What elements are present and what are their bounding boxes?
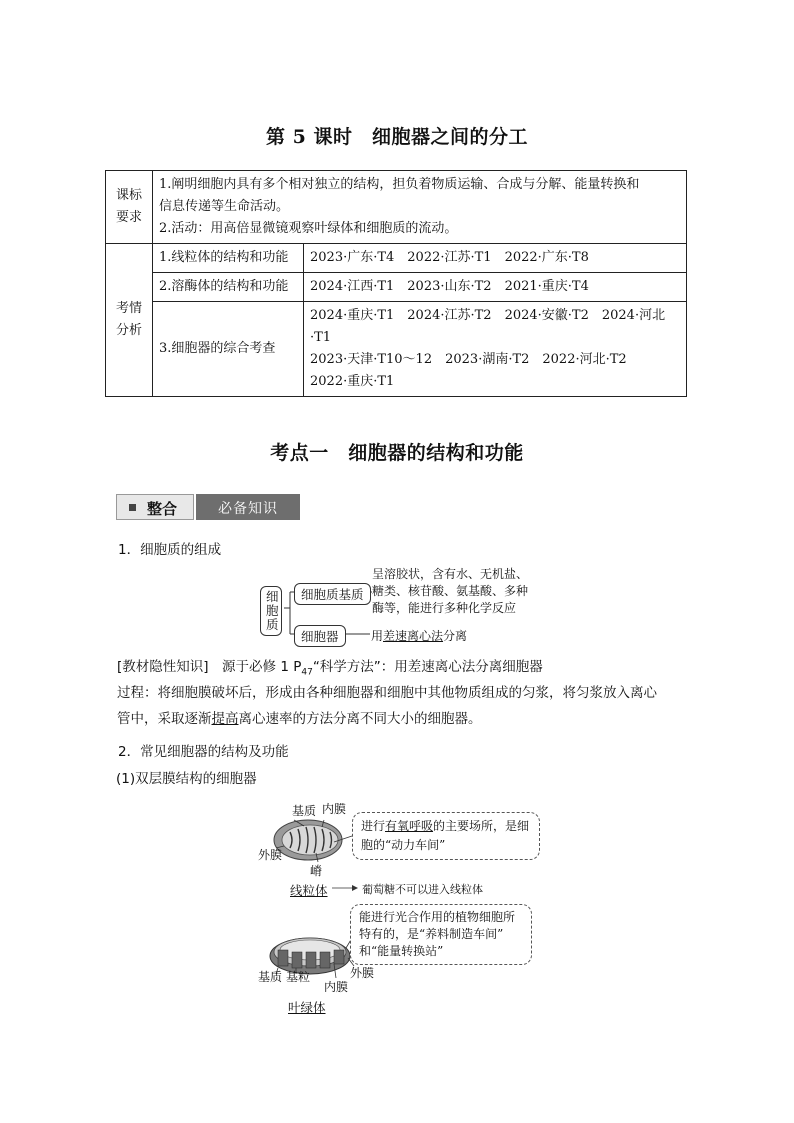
banner-left-text: 整合 — [147, 500, 178, 518]
exam-item: 1.线粒体的结构和功能 — [153, 244, 304, 273]
requirements-table — [105, 170, 687, 397]
cytosol-description — [372, 566, 528, 617]
requirement-line: 信息传递等生命活动。 — [159, 199, 290, 214]
cytosol-label: 细胞质基质 — [294, 583, 371, 605]
page-subscript: 47 — [301, 667, 313, 678]
mitochondrion-note: 葡萄糖不可以进入线粒体 — [362, 883, 483, 896]
exam-refs — [304, 244, 687, 273]
requirement-line: 2.活动：用高倍显微镜观察叶绿体和细胞质的流动。 — [159, 221, 458, 236]
table-row — [106, 244, 687, 273]
underlined-term: 差速离心法 — [383, 629, 444, 643]
lesson-title: 第 5 课时 细胞器之间的分工 — [266, 126, 528, 148]
point-heading: 2．常见细胞器的结构及功能 — [118, 744, 289, 760]
table-row — [106, 302, 687, 397]
stroma-label: 基质 — [258, 970, 283, 984]
point-heading: 1．细胞质的组成 — [118, 542, 222, 558]
mitochondrion-name: 线粒体 — [290, 883, 328, 898]
banner-left — [116, 494, 194, 520]
chloroplast-function-box — [350, 904, 532, 965]
table-row — [106, 273, 687, 302]
chloroplast-name: 叶绿体 — [288, 1000, 326, 1015]
outer-membrane-label: 外膜 — [258, 848, 283, 862]
text-segment: 进行 — [361, 819, 386, 833]
category-cell — [106, 171, 153, 244]
requirement-line: 1.阐明细胞内具有多个相对独立的结构，担负着物质运输、合成与分解、能量转换和 — [159, 177, 640, 192]
function-line: 胞的“动力车间” — [361, 838, 446, 852]
underlined-term: 有氧呼吸 — [385, 819, 434, 833]
banner-right — [196, 494, 300, 520]
chloroplast-figure — [250, 902, 550, 1018]
exam-ref-line: 2023·天津·T10～12 2023·湖南·T2 2022·河北·T2 — [310, 352, 627, 367]
exam-ref-line: 2024·重庆·T1 2024·江苏·T2 2024·安徽·T2 2024·河北·T1 — [310, 308, 666, 345]
category-cell — [106, 244, 153, 397]
description-line: 呈溶胶状，含有水、无机盐、 — [372, 567, 529, 581]
function-line — [361, 817, 531, 836]
description-line: 酶等，能进行多种化学反应 — [372, 601, 517, 615]
grana-label: 基粒 — [286, 970, 311, 984]
crista-label: 嵴 — [310, 864, 323, 878]
text-segment: 离心速率的方法分离不同大小的细胞器。 — [238, 711, 482, 727]
table-row — [106, 171, 687, 244]
square-bullet-icon — [129, 504, 136, 511]
function-line: 特有的，是“养料制造车间” — [359, 927, 504, 941]
label-char: 细 — [266, 589, 279, 604]
function-line: 能进行光合作用的植物细胞所 — [359, 910, 516, 924]
cytoplasm-diagram — [260, 566, 550, 650]
section-banner — [116, 494, 300, 520]
requirement-text-cell — [153, 171, 687, 244]
paragraph-line — [117, 706, 687, 732]
category-text: 分析 — [115, 323, 142, 338]
matrix-label: 基质 — [292, 804, 317, 818]
text-segment: 管中，采取逐渐 — [117, 711, 212, 727]
knowledge-label: [教材隐性知识] — [117, 659, 209, 675]
label-char: 胞 — [266, 603, 279, 618]
text-segment: 源于必修 1 P — [208, 659, 302, 675]
function-line: 和“能量转换站” — [359, 944, 444, 958]
exam-refs — [304, 302, 687, 397]
mitochondrion-figure — [250, 796, 550, 902]
text-segment: 的主要场所，是细 — [433, 819, 530, 833]
process-paragraph — [117, 680, 687, 732]
exam-item: 3.细胞器的综合考查 — [153, 302, 304, 397]
description-line: 糖类、核苷酸、氨基酸、多种 — [372, 584, 529, 598]
text-segment: 用 — [371, 629, 384, 643]
inner-membrane-label: 内膜 — [322, 802, 347, 816]
section-title: 考点一 细胞器的结构和功能 — [270, 442, 524, 464]
exam-ref-line: 2024·江西·T1 2023·山东·T2 2021·重庆·T4 — [310, 279, 589, 294]
organelle-label: 细胞器 — [294, 625, 346, 647]
exam-ref-line: 2022·重庆·T1 — [310, 374, 395, 389]
category-text: 考情 — [115, 301, 142, 316]
subpoint-heading: (1)双层膜结构的细胞器 — [116, 771, 257, 787]
cytoplasm-label — [260, 586, 282, 636]
banner-right-text: 必备知识 — [218, 501, 278, 517]
outer-membrane-label: 外膜 — [350, 966, 375, 980]
exam-refs — [304, 273, 687, 302]
paragraph-line: 过程：将细胞膜破坏后，形成由各种细胞器和细胞中其他物质组成的匀浆，将匀浆放入离心 — [117, 685, 657, 701]
category-text: 课标 — [115, 188, 142, 203]
exam-ref-line: 2023·广东·T4 2022·江苏·T1 2022·广东·T8 — [310, 250, 589, 265]
exam-item: 2.溶酶体的结构和功能 — [153, 273, 304, 302]
underlined-term: 提高 — [211, 711, 239, 727]
organelle-description — [371, 627, 467, 644]
text-segment: 分离 — [443, 629, 468, 643]
category-text: 要求 — [115, 210, 142, 225]
inner-membrane-label: 内膜 — [324, 980, 349, 994]
mitochondrion-function-box — [352, 812, 540, 860]
text-segment: “科学方法”：用差速离心法分离细胞器 — [312, 659, 543, 675]
label-char: 质 — [266, 617, 279, 632]
